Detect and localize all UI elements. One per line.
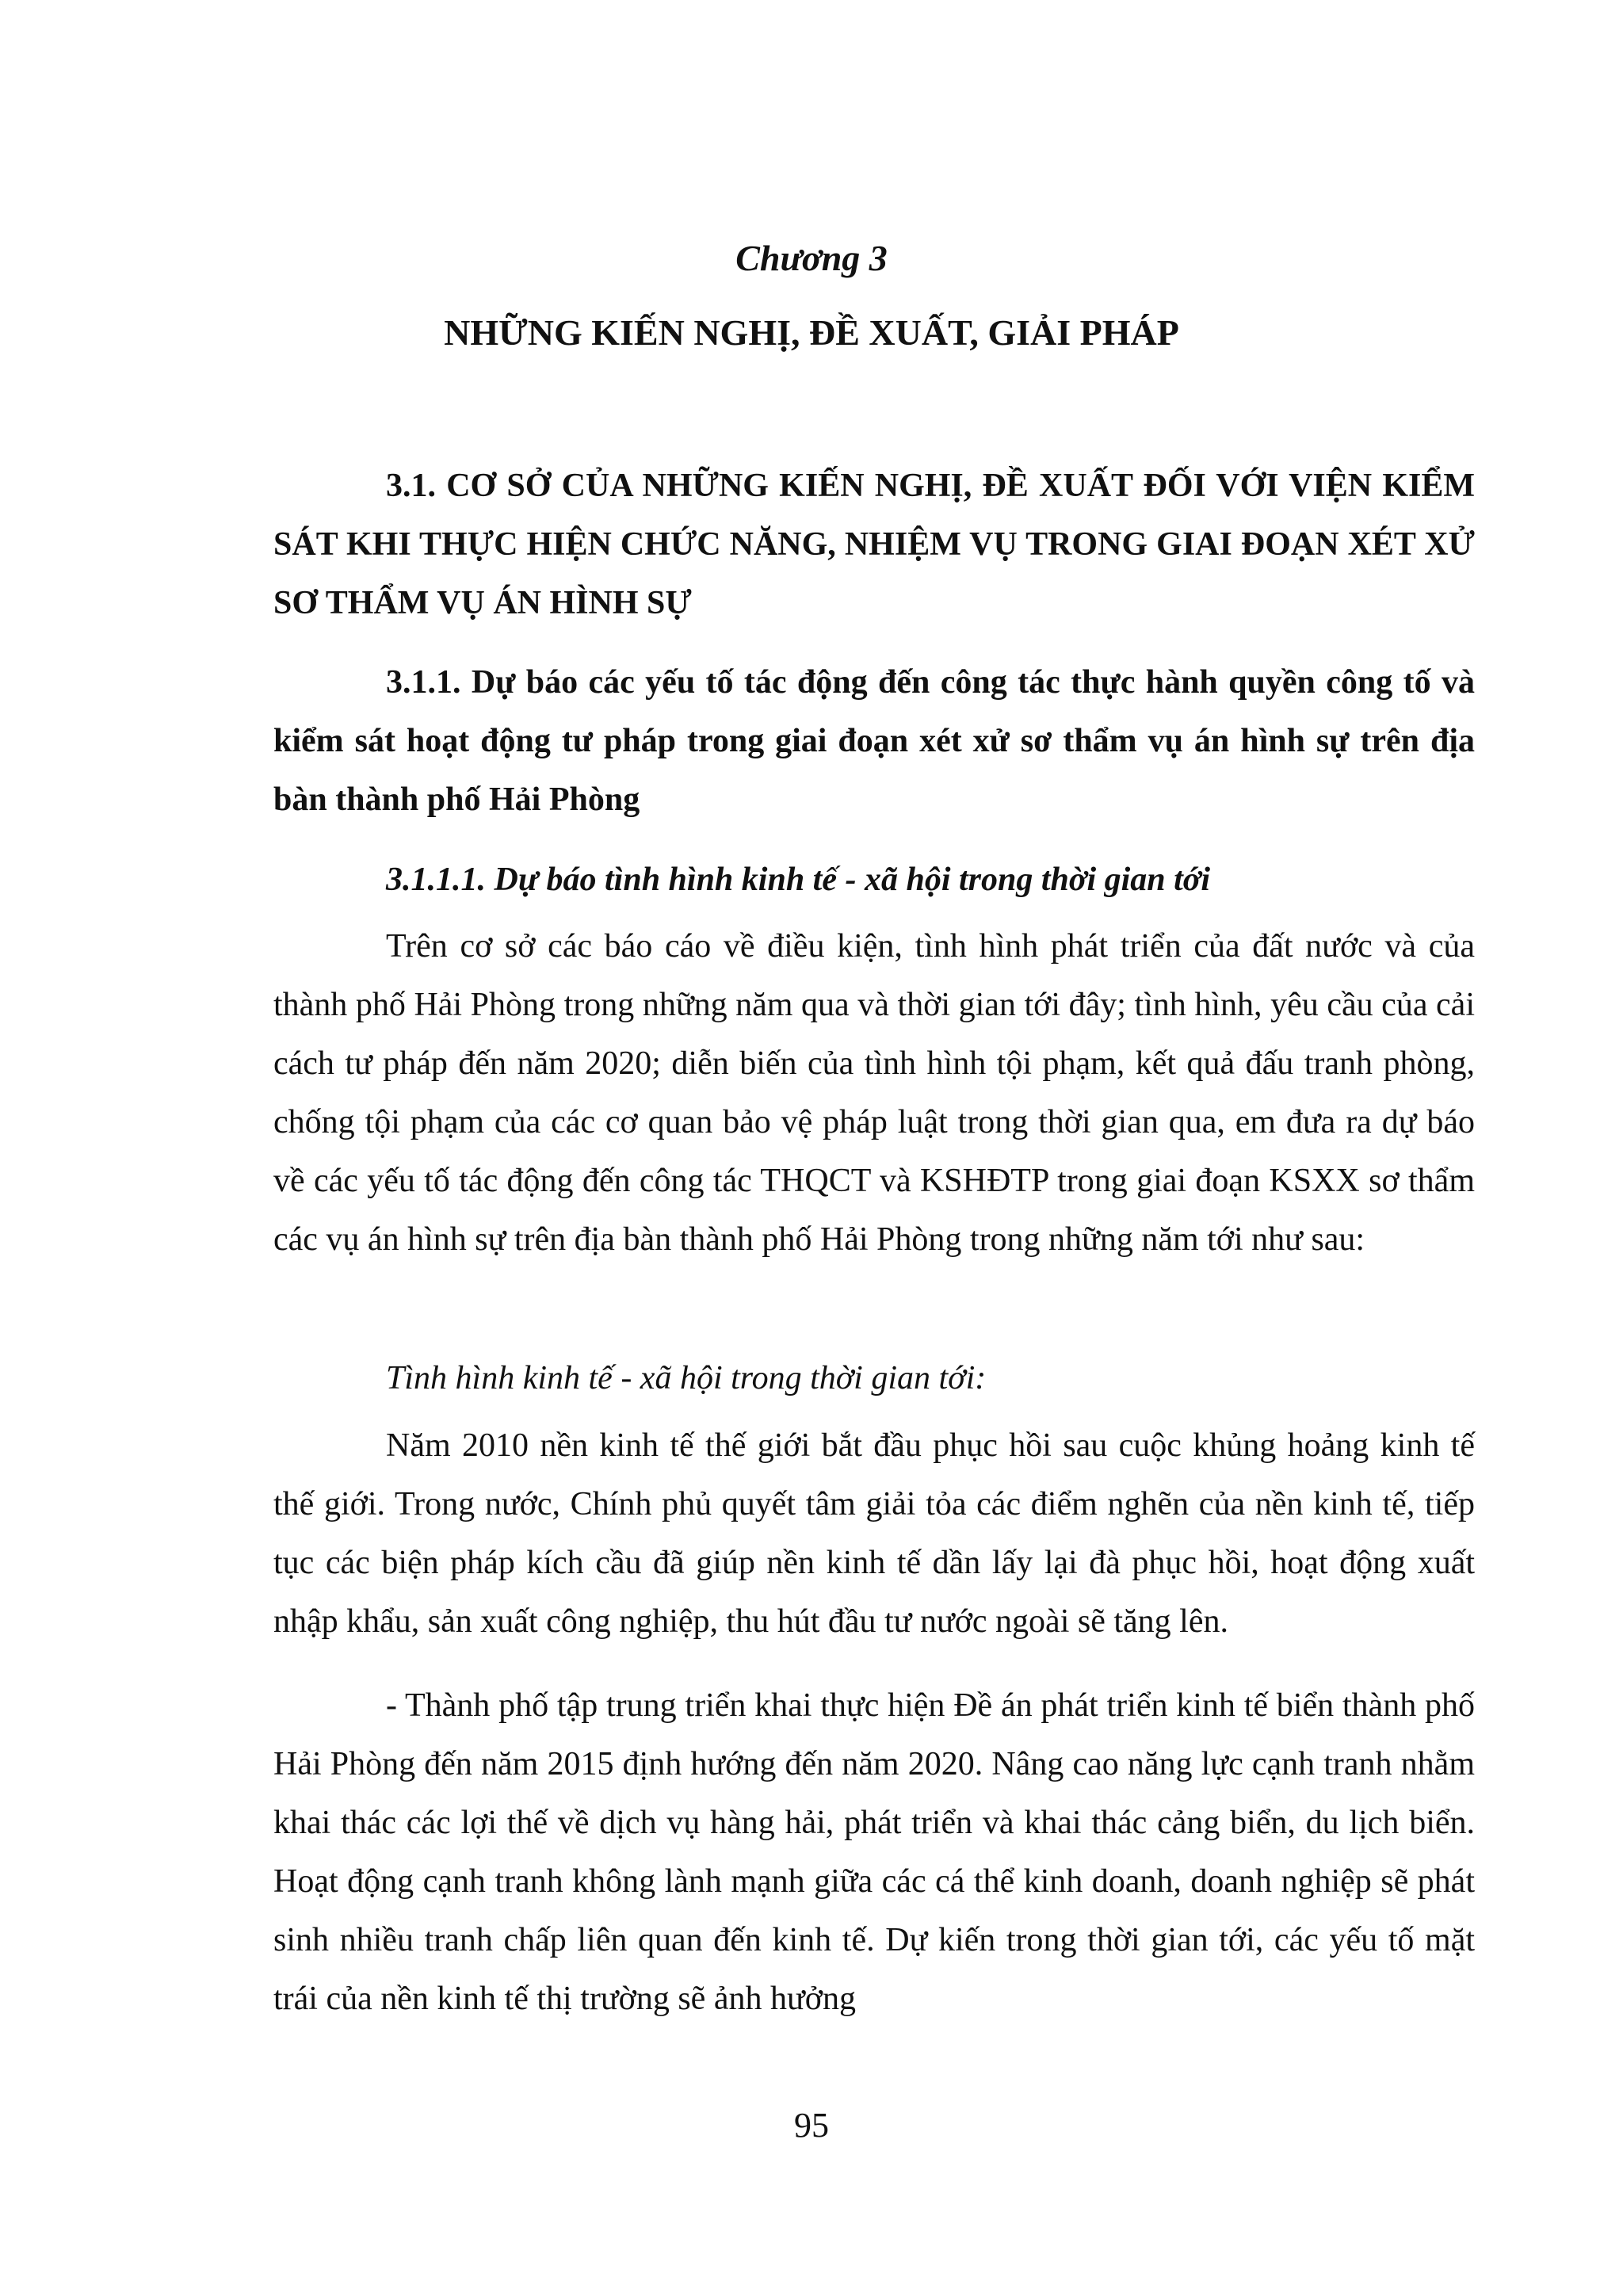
body-paragraph-1: Trên cơ sở các báo cáo về điều kiện, tình hình phát triển của đất nước và của thành phố Hải Phòng trong những năm qua và thời gian tới đây; tình hình, yêu cầu của cải cách tư pháp đến năm 2020; diễn biến của tình hình tội phạm, kết quả đấu tranh phòng, chống tội phạm của các cơ quan bảo vệ pháp luật trong thời gian qua, em đưa ra dự báo về các yếu tố tác động đến công tác THQCT và KSHĐTP trong giai đoạn KSXX sơ thẩm các vụ án hình sự trên địa bàn thành phố Hải Phòng trong những năm tới như sau:: [273, 928, 1475, 1258]
section-heading-3-1: 3.1. CƠ SỞ CỦA NHỮNG KIẾN NGHỊ, ĐỀ XUẤT ĐỐI VỚI VIỆN KIỂM SÁT KHI THỰC HIỆN CHỨC NĂNG, NHIỆM VỤ TRONG GIAI ĐOẠN XÉT XỬ SƠ THẨM VỤ ÁN HÌNH SỰ: [273, 468, 1475, 621]
section-heading-3-1-1: 3.1.1. Dự báo các yếu tố tác động đến công tác thực hành quyền công tố và kiểm sát hoạt động tư pháp trong giai đoạn xét xử sơ thẩm vụ án hình sự trên địa bàn thành phố Hải Phòng: [273, 664, 1475, 818]
page-number: 95: [794, 2106, 829, 2145]
chapter-label: Chương 3: [735, 238, 888, 278]
body-paragraph-3: - Thành phố tập trung triển khai thực hiện Đề án phát triển kinh tế biển thành phố Hải Phòng đến năm 2015 định hướng đến năm 2020. Nâng cao năng lực cạnh tranh nhằm khai thác các lợi thế về dịch vụ hàng hải, phát triển và khai thác cảng biển, du lịch biển. Hoạt động cạnh tranh không lành mạnh giữa các cá thể kinh doanh, doanh nghiệp sẽ phát sinh nhiều tranh chấp liên quan đến kinh tế. Dự kiến trong thời gian tới, các yếu tố mặt trái của nền kinh tế thị trường sẽ ảnh hưởng: [273, 1687, 1475, 2017]
section-heading-3-1-1-1: 3.1.1.1. Dự báo tình hình kinh tế - xã hội trong thời gian tới: [386, 861, 1211, 898]
italic-subheading: Tình hình kinh tế - xã hội trong thời gian tới:: [386, 1360, 987, 1396]
body-paragraph-2: Năm 2010 nền kinh tế thế giới bắt đầu phục hồi sau cuộc khủng hoảng kinh tế thế giới. Trong nước, Chính phủ quyết tâm giải tỏa các điểm nghẽn của nền kinh tế, tiếp tục các biện pháp kích cầu đã giúp nền kinh tế dần lấy lại đà phục hồi, hoạt động xuất nhập khẩu, sản xuất công nghiệp, thu hút đầu tư nước ngoài sẽ tăng lên.: [273, 1427, 1475, 1640]
chapter-title: NHỮNG KIẾN NGHỊ, ĐỀ XUẤT, GIẢI PHÁP: [444, 312, 1179, 353]
